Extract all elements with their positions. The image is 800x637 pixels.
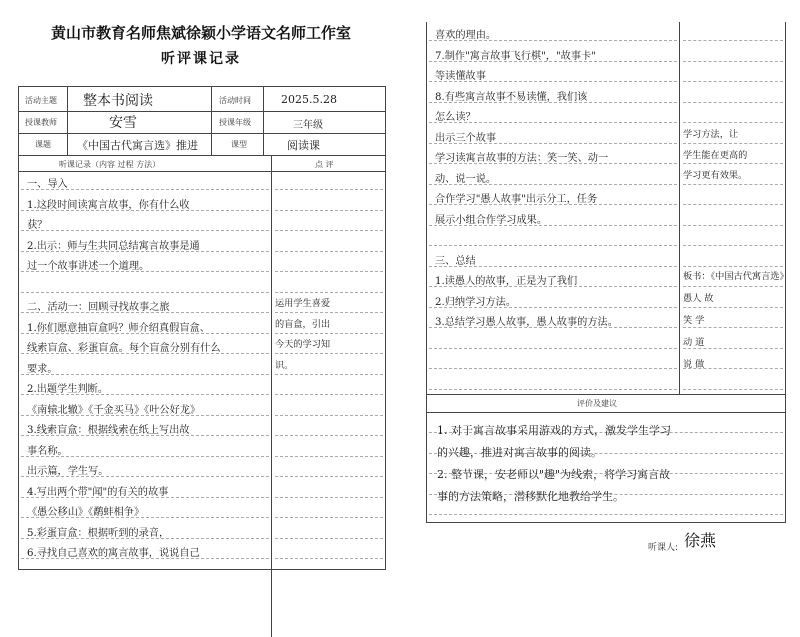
text-line: 学习方法，让	[683, 129, 739, 140]
ruled-line	[429, 514, 783, 515]
text-line: 动 道	[683, 337, 705, 348]
document-subtitle: 听评课记录	[161, 51, 241, 67]
ruled-line	[429, 389, 677, 390]
ruled-line	[275, 456, 383, 457]
ruled-line	[683, 102, 783, 103]
ruled-line	[683, 61, 783, 62]
text-line: 事的方法策略，潜移默化地教给学生。	[437, 490, 624, 503]
ruled-line	[683, 163, 783, 164]
ruled-line	[429, 368, 677, 369]
ruled-line	[21, 230, 269, 231]
ruled-line	[275, 312, 383, 313]
evaluation-header: 评价及建议	[577, 399, 617, 408]
ruled-line	[275, 415, 383, 416]
text-line: 学生能在更高的	[683, 149, 748, 161]
text-line: 出示篇，学生写。	[27, 466, 109, 477]
lesson-record-form	[18, 86, 386, 570]
text-line: 出示三个故事	[435, 132, 497, 144]
text-line: 学习更有效果。	[683, 170, 748, 181]
text-line: 7.制作"寓言故事飞行棋"，"故事卡"	[435, 50, 596, 62]
grade-label: 授课年级	[219, 118, 251, 127]
text-line: 2.归纳学习方法。	[435, 296, 517, 308]
type-value: 阅读课	[287, 139, 320, 152]
text-line: 5.彩蛋盲盒：根据听到的录音，	[27, 527, 170, 539]
text-line: 2.出题学生判断。	[27, 384, 109, 395]
text-line: 《南辕北辙》《千金买马》《叶公好龙》	[27, 404, 201, 416]
lesson-value: 《中国古代寓言选》推进	[77, 139, 198, 152]
document-title: 黄山市教育名师焦斌徐颖小学语文名师工作室	[50, 24, 351, 42]
lesson-record-form-continued	[426, 22, 789, 523]
text-line: 过一个故事讲述一个道理。	[27, 261, 150, 272]
text-line: 怎么读？	[435, 112, 476, 123]
ruled-line	[275, 230, 383, 231]
ruled-line	[21, 374, 269, 375]
topic-label: 活动主题	[25, 96, 57, 105]
text-line: 识。	[275, 359, 294, 371]
text-line: 展示小组合作学习成果。	[435, 214, 548, 226]
lesson-label: 课题	[35, 140, 51, 149]
record-column-header: 听课记录（内容 过程 方法）	[59, 160, 161, 169]
text-line: 三、总结	[435, 255, 476, 267]
text-line: 学习读寓言故事的方法：笑一笑、动一	[435, 153, 609, 164]
text-line: 说 做	[683, 359, 705, 370]
ruled-line	[275, 353, 383, 354]
time-value: 2025.5.28	[281, 93, 337, 106]
ruled-line	[275, 394, 383, 395]
observer-signature: 徐燕	[684, 531, 717, 550]
ruled-line	[275, 538, 383, 539]
ruled-line	[683, 225, 783, 226]
text-line: 1.你们愿意抽盲盒吗？师介绍真假盲盒、	[27, 322, 210, 334]
ruled-line	[275, 271, 383, 272]
text-line: 喜欢的理由。	[435, 30, 497, 41]
text-line: 的兴趣，推进对寓言故事的阅读。	[437, 446, 602, 459]
text-line: 合作学习"愚人故事"出示分工，任务	[435, 194, 598, 205]
text-line: 等读懂故事	[435, 71, 486, 82]
ruled-line	[683, 122, 783, 123]
ruled-line	[275, 497, 383, 498]
ruled-line	[683, 286, 783, 287]
ruled-line	[683, 245, 783, 246]
text-line: 笑 学	[683, 315, 705, 326]
text-line: 二、活动一：回顾寻找故事之旅	[27, 302, 170, 313]
text-line: 运用学生喜爱	[275, 298, 331, 309]
ruled-line	[683, 81, 783, 82]
text-line: 《愚公移山》《鹬蚌相争》	[27, 507, 145, 518]
text-line: 今天的学习知	[275, 339, 331, 350]
text-line: 2. 整节课，安老师以"趣"为线索，将学习寓言故	[437, 468, 671, 481]
ruled-line	[275, 210, 383, 211]
text-line: 1. 对于寓言故事采用游戏的方式，激发学生学习	[437, 424, 671, 437]
text-line: 6.寻找自己喜欢的寓言故事，说说自己	[27, 548, 200, 559]
observer-label: 听课人:	[648, 543, 679, 553]
ruled-line	[21, 292, 269, 293]
text-line: 8.有些寓言故事不易读懂，我们该	[435, 91, 588, 103]
ruled-line	[275, 333, 383, 334]
text-line: 动、说一说。	[435, 173, 497, 185]
ruled-line	[683, 184, 783, 185]
ruled-line	[275, 251, 383, 252]
grade-value: 三年级	[293, 120, 323, 131]
ruled-line	[683, 40, 783, 41]
text-line: 的盲盒，引出	[275, 318, 331, 330]
text-line: 3.总结学习愚人故事，愚人故事的方法。	[435, 317, 618, 328]
ruled-line	[275, 435, 383, 436]
text-line: 一、导入	[27, 179, 68, 190]
text-line: 板书：《中国古代寓言选》	[683, 271, 789, 282]
ruled-line	[275, 189, 383, 190]
text-line: 要求。	[27, 363, 58, 375]
text-line: 1.这段时间读寓言故事，你有什么收	[27, 199, 190, 211]
teacher-label: 授课教师	[25, 118, 57, 127]
type-label: 课型	[231, 140, 247, 149]
ruled-line	[429, 245, 677, 246]
time-label: 活动时间	[219, 96, 251, 105]
ruled-line	[683, 307, 783, 308]
right-page	[400, 0, 800, 582]
ruled-line	[275, 476, 383, 477]
topic-value: 整本书阅读	[83, 93, 153, 109]
ruled-line	[429, 348, 677, 349]
text-line: 愚人 故	[683, 293, 714, 304]
comment-column-header: 点 评	[315, 160, 334, 169]
ruled-line	[683, 266, 783, 267]
text-line: 2.出示：师与生共同总结寓言故事是通	[27, 240, 200, 252]
text-line: 事名称。	[27, 445, 68, 457]
text-line: 获？	[27, 220, 48, 231]
ruled-line	[275, 517, 383, 518]
ruled-line	[683, 204, 783, 205]
ruled-line	[683, 143, 783, 144]
ruled-line	[275, 292, 383, 293]
text-line: 线索盲盒、彩蛋盲盒。每个盲盒分别有什么	[27, 343, 221, 354]
ruled-line	[683, 327, 783, 328]
text-line: 3.线索盲盒：根据线索在纸上写出故	[27, 425, 190, 436]
ruled-line	[275, 374, 383, 375]
ruled-line	[683, 389, 783, 390]
ruled-line	[275, 558, 383, 559]
text-line: 4.写出两个带"闻"的有关的故事	[27, 486, 169, 498]
text-line: 1.读愚人的故事，正是为了我们	[435, 276, 578, 287]
left-page	[0, 0, 400, 582]
teacher-value: 安雪	[109, 115, 137, 131]
